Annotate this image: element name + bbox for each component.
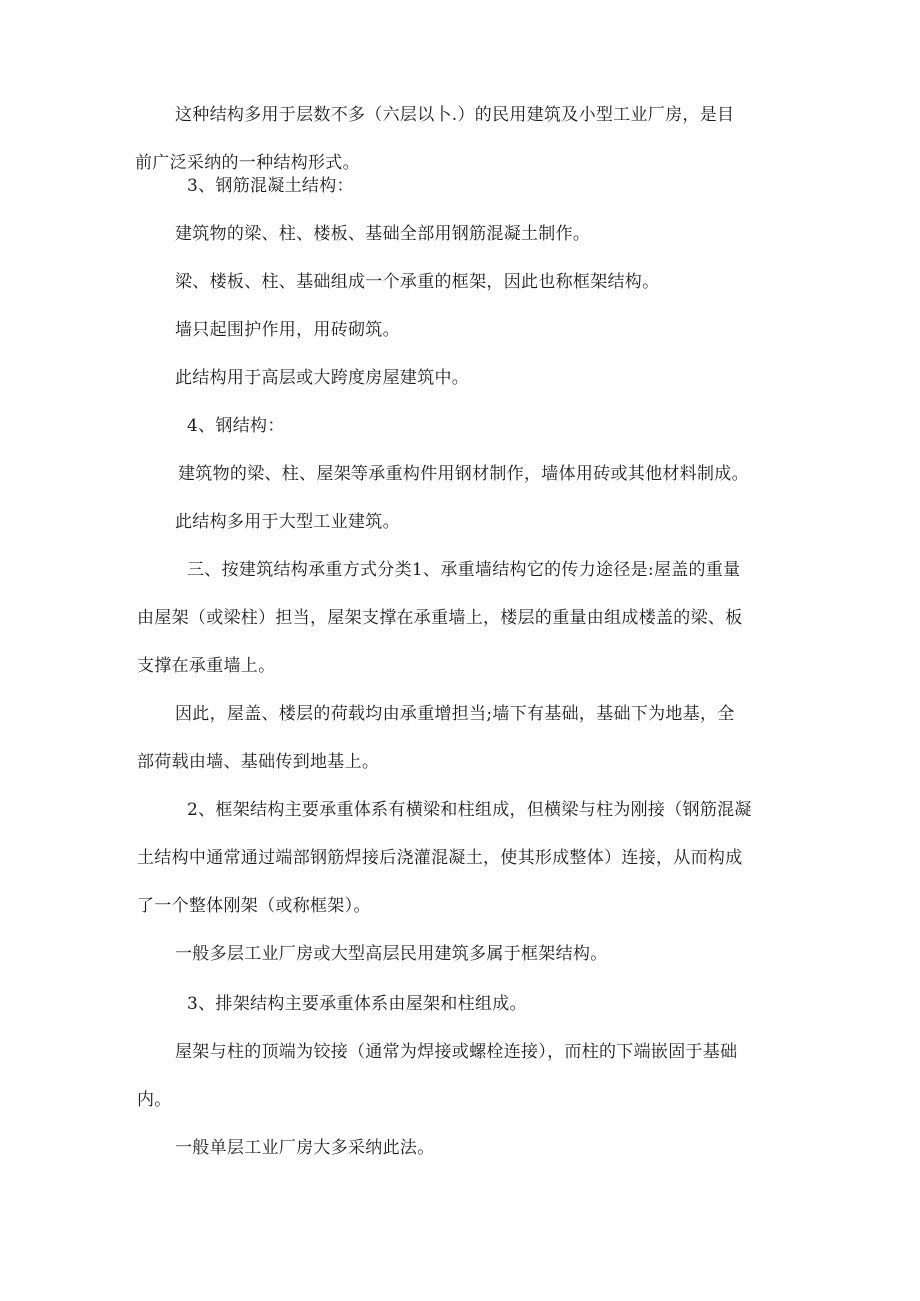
paragraph-line: 一般多层工业厂房或大型高层民用建筑多属于框架结构。	[175, 944, 608, 964]
heading-text: 4、钢结构：	[187, 416, 285, 436]
paragraph-line: 这种结构多用于层数不多（六层以卜.）的民用建筑及小型工业厂房，是目	[175, 105, 735, 125]
heading-steel-structure	[187, 402, 285, 450]
paragraph-7	[175, 498, 400, 546]
paragraph-12	[187, 980, 527, 1028]
paragraph-line: 建筑物的梁、柱、屋架等承重构件用钢材制作，墙体用砖或其他材料制成。	[178, 464, 749, 484]
paragraph-line: 此结构多用于大型工业建筑。	[175, 512, 400, 532]
paragraph-line: 因此，屋盖、楼层的荷载均由承重增担当;墙下有基础，基础下为地基，全	[175, 704, 735, 724]
heading-text: 3、钢筋混凝土结构：	[187, 176, 354, 196]
paragraph-line: 此结构用于高层或大跨度房屋建筑中。	[175, 368, 470, 388]
paragraph-line: 土结构中通常通过端部钢筋焊接后浇灌混凝土，使其形成整体）连接，从而构成	[137, 848, 743, 868]
paragraph-line: 屋架与柱的顶端为铰接（通常为焊接或螺栓连接），而柱的下端嵌固于基础	[175, 1042, 738, 1062]
paragraph-11	[175, 930, 608, 978]
paragraph-line: 一般单层工业厂房大多采纳此法。	[175, 1138, 435, 1158]
paragraph-14	[175, 1124, 435, 1172]
paragraph-5	[175, 354, 469, 402]
paragraph-line: 了一个整体刚架（或称框架）。	[137, 896, 371, 916]
paragraph-line: 2、框架结构主要承重体系有横梁和柱组成，但横梁与柱为刚接（钢筋混凝	[187, 800, 752, 820]
paragraph-line: 由屋架（或梁柱）担当，屋架支撑在承重墙上，楼层的重量由组成楼盖的梁、板	[137, 608, 743, 628]
paragraph-9	[137, 690, 735, 786]
heading-reinforced-concrete	[187, 162, 354, 210]
paragraph-line: 三、按建筑结构承重方式分类1、承重墙结构它的传力途径是:屋盖的重量	[187, 560, 741, 580]
paragraph-line: 前广泛采纳的一种结构形式。	[135, 153, 360, 173]
paragraph-line: 建筑物的梁、柱、楼板、基础全部用钢筋混凝土制作。	[175, 224, 591, 244]
paragraph-3	[175, 258, 659, 306]
paragraph-4	[175, 306, 400, 354]
paragraph-6	[178, 450, 749, 498]
paragraph-line: 支撑在承重墙上。	[137, 656, 276, 676]
paragraph-line: 墙只起围护作用，用砖砌筑。	[175, 320, 400, 340]
paragraph-line: 3、排架结构主要承重体系由屋架和柱组成。	[187, 994, 527, 1014]
paragraph-line: 梁、楼板、柱、基础组成一个承重的框架，因此也称框架结构。	[175, 272, 660, 292]
paragraph-8	[137, 546, 743, 690]
paragraph-2	[175, 210, 590, 258]
paragraph-line: 内。	[137, 1090, 172, 1110]
paragraph-line: 部荷载由墙、基础传到地基上。	[137, 752, 380, 772]
paragraph-10	[137, 786, 752, 930]
paragraph-13	[137, 1028, 738, 1124]
